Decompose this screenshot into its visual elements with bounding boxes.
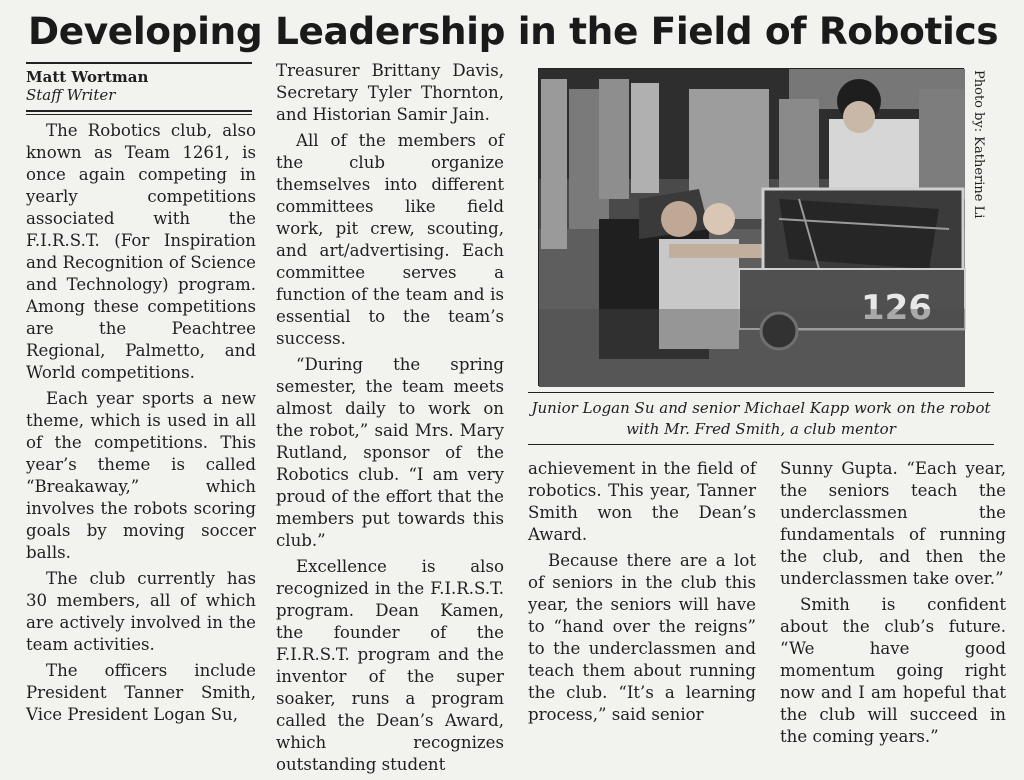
paragraph: The officers include President Tanner Smith, Vice President Logan Su,: [26, 661, 256, 724]
paragraph: Smith is confident about the club’s future. “We have good momentum going right now and I am hopeful that the club will succeed in the coming years.”: [780, 595, 1006, 746]
paragraph: The club currently has 30 members, all of which are actively involved in the team activities.: [26, 569, 256, 654]
caption-line-1: Junior Logan Su and senior Michael Kapp work on the robot: [531, 399, 991, 417]
paragraph: “During the spring semester, the team meets almost daily to work on the robot,” said Mrs. Mary Rutland, sponsor of the Robotics club. “I am very proud of the effort that the members put towards this club.”: [276, 355, 504, 550]
paragraph: Each year sports a new theme, which is used in all of the competitions. This year’s theme is called “Breakaway,” which involves the robots scoring goals by moving soccer balls.: [26, 389, 256, 562]
robot-number: 126: [861, 288, 932, 328]
byline-bottom-rule: [26, 110, 252, 112]
robot-photo: [538, 68, 964, 386]
article-column-3: [528, 458, 756, 730]
paragraph: The Robotics club, also known as Team 1261, is once again competing in yearly competitions associated with the F.I.R.S.T. (For Inspiration and Recognition of Science and Technology) program. Among these competitions are the Peachtree Regional, Palmetto, and World competitions.: [26, 121, 256, 382]
paragraph: All of the members of the club organize themselves into different committees like field work, pit crew, scouting, and art/advertising. Each committee serves a function of the team and is essential to the team’s success.: [276, 131, 504, 348]
paragraph: achievement in the field of robotics. This year, Tanner Smith won the Dean’s Award.: [528, 459, 756, 544]
headline: Developing Leadership in the Field of Robotics: [28, 9, 999, 53]
caption-top-rule: [528, 392, 994, 393]
byline-top-rule: [26, 62, 252, 64]
byline-role: Staff Writer: [26, 86, 116, 104]
byline-author: Matt Wortman: [26, 68, 149, 86]
photo-credit: Photo by: Katherine Li: [971, 70, 986, 219]
article-column-4: [780, 458, 1006, 752]
paragraph: Excellence is also recognized in the F.I.R.S.T. program. Dean Kamen, the founder of the F.I.R.S.T. program and the inventor of the super soaker, runs a program called the Dean’s Award, which recognizes outstanding student: [276, 557, 504, 774]
caption-bottom-rule: [528, 444, 994, 445]
article-column-2: [276, 60, 504, 780]
caption-line-2: with Mr. Fred Smith, a club mentor: [626, 420, 896, 438]
paragraph: Because there are a lot of seniors in the club this year, the seniors will have to “hand over the reigns” to the underclassmen and teach them about running the club. “It’s a learning process,” said senior: [528, 551, 756, 724]
photo-caption: [528, 398, 994, 440]
paragraph: Treasurer Brittany Davis, Secretary Tyler Thornton, and Historian Samir Jain.: [276, 61, 504, 124]
article-column-1: [26, 120, 256, 730]
byline-bottom-rule-thin: [26, 114, 252, 115]
paragraph: Sunny Gupta. “Each year, the seniors teach the underclassmen the fundamentals of running the club, and then the underclassmen take over.”: [780, 459, 1006, 588]
